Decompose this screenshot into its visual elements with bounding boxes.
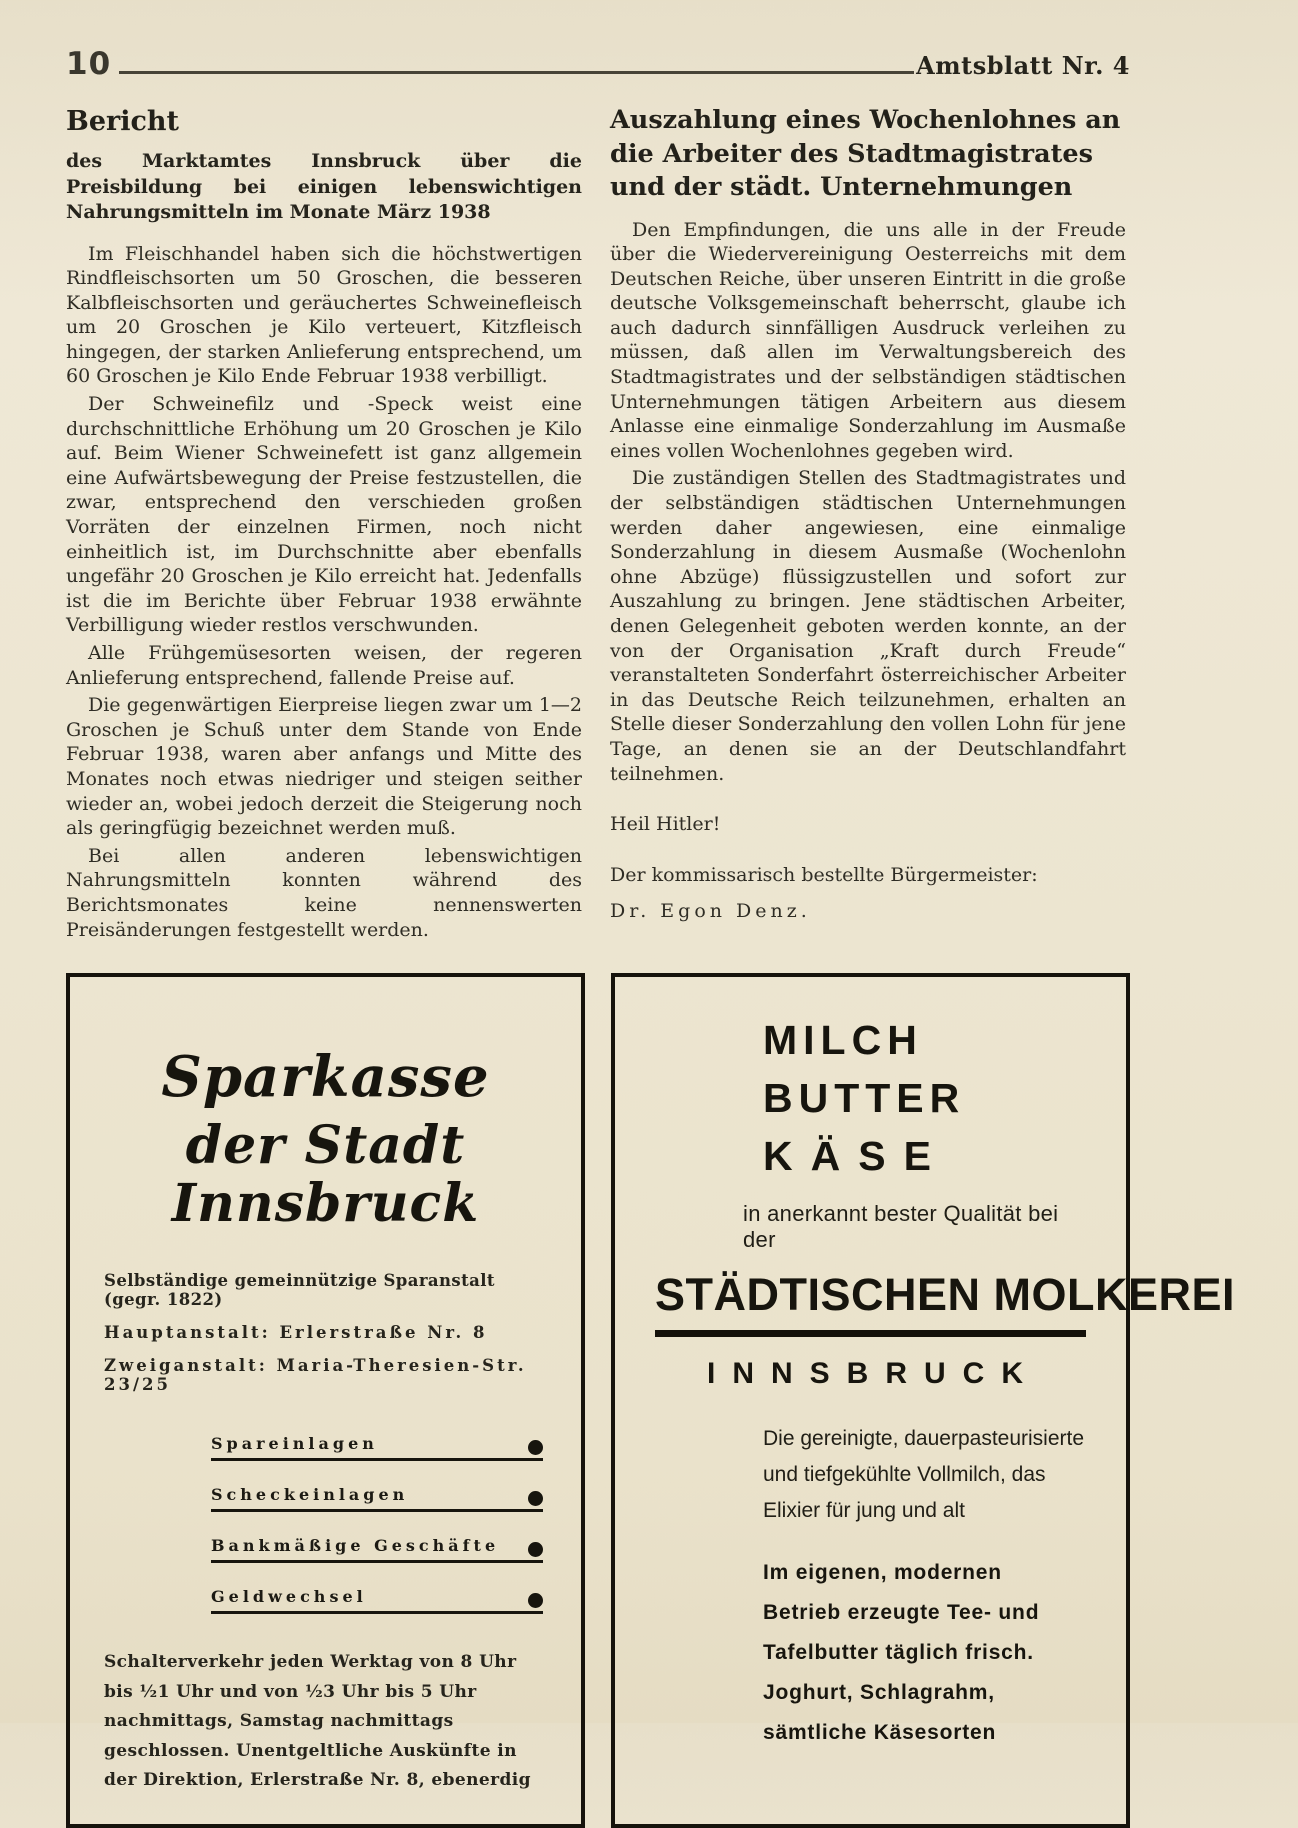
sparkasse-subtitle: Selbständige gemeinnützige Sparanstalt (gegr. 1822) (104, 1271, 495, 1310)
sparkasse-service-list (211, 1434, 543, 1614)
product-milch: MILCH (763, 1017, 923, 1064)
molkerei-name: STÄDTISCHEN MOLKEREI (655, 1269, 1086, 1337)
molkerei-body-butter: Im eigenen, modernen Betrieb erzeugte Tee- und Tafelbutter täglich frisch. Joghurt, Schlagrahm, sämtliche Käsesorten (763, 1561, 1040, 1745)
service-label: Bankmäßige Geschäfte (211, 1536, 500, 1556)
ad-molkerei (611, 973, 1236, 1828)
advertisement-row (66, 973, 1236, 1828)
signature-name: Dr. Egon Denz. (610, 900, 811, 923)
left-article (66, 104, 582, 945)
paragraph: Im Fleischhandel haben sich die höchstwertigen Rindfleischsorten um 50 Groschen, die besseren Kalbfleischsorten und geräuchertes Schweinefleisch um 20 Groschen je Kilo verteuert, Kitzfleisch hingegen, der starken Anlieferung entsprechend, um 60 Groschen je Kilo Ende Februar 1938 verbilligt. (66, 242, 582, 388)
closing-salute: Heil Hitler! (610, 813, 721, 836)
sparkasse-title-line2: der Stadt Innsbruck (171, 1115, 480, 1235)
service-item (211, 1434, 543, 1461)
ad-sparkasse (66, 973, 585, 1828)
sparkasse-title-line1: Sparkasse (161, 1044, 490, 1111)
paragraph: Der Schweinefilz und -Speck weist eine durchschnittliche Erhöhung um 20 Groschen je Kilo auf. Beim Wiener Schweinefett ist ganz allgemein eine Aufwärtsbewegung der Preise festzustellen, die zwar, entsprechend den verschieden großen Vorräten der einzelnen Firmen, noch nicht einheitlich ist, im Durchschnitte aber ebenfalls ungefähr 20 Groschen je Kilo erreicht hat. Jedenfalls ist die im Berichte über Februar 1938 erwähnte Verbilligung wieder restlos verschwunden. (66, 393, 582, 637)
paragraph: Alle Frühgemüsesorten weisen, der regeren Anlieferung entsprechend, fallende Preise auf. (66, 642, 582, 689)
service-item (211, 1485, 543, 1512)
product-kaese: KÄSE (763, 1133, 949, 1180)
header-rule (119, 71, 914, 74)
sparkasse-address-branch: Zweiganstalt: Maria-Theresien-Str. 23/25 (104, 1356, 527, 1395)
signature-role: Der kommissarisch bestellte Bürgermeister: (610, 863, 1038, 886)
molkerei-city: INNSBRUCK (707, 1357, 1040, 1391)
paragraph: Die gegenwärtigen Eierpreise liegen zwar um 1—2 Groschen je Schuß unter dem Stande von Ende Februar 1938, waren aber anfangs und Mitte des Monates noch etwas niedriger und steigen seither wieder an, wobei jedoch derzeit die Steigerung noch als geringfügig bezeichnet werden muß. (66, 694, 582, 840)
page-header (66, 46, 1130, 82)
service-label: Spareinlagen (211, 1434, 378, 1454)
molkerei-body-milk: Die gereinigte, dauerpasteurisierte und tiefgekühlte Vollmilch, das Elixier für jung und alt (763, 1427, 1085, 1523)
page-number: 10 (66, 46, 112, 82)
paragraph: Bei allen anderen lebenswichtigen Nahrungsmitteln konnten während des Berichtsmonates keine nennenswerten Preisänderungen festgestellt werden. (66, 844, 582, 941)
paragraph: Die zuständigen Stellen des Stadtmagistrates und der selbständigen städtischen Unternehmungen werden daher angewiesen, eine einmalige Sonderzahlung in diesem Ausmaße (Wochenlohn ohne Abzüge) flüssigzustellen und sofort zur Auszahlung zu bringen. Jene städtischen Arbeiter, denen Gelegenheit geboten werden konnte, an der von der Organisation „Kraft durch Freude“ veranstalteten Sonderfahrt österreichischer Arbeiter in das Deutsche Reich teilzunehmen, erhalten an Stelle dieser Sonderzahlung den vollen Lohn für jene Tage, an denen sie an der Deutschlandfahrt teilnehmen. (610, 467, 1126, 785)
bullet-dot-icon (528, 1491, 543, 1506)
service-item (211, 1536, 543, 1563)
service-label: Scheckeinlagen (211, 1485, 409, 1505)
right-article-title: Auszahlung eines Wochenlohnes an die Arbeiter des Stadtmagistrates und der städt. Unternehmungen (610, 105, 1121, 202)
left-article-title: Bericht (66, 106, 180, 137)
right-article (610, 104, 1126, 945)
service-item (211, 1587, 543, 1614)
bullet-dot-icon (528, 1593, 543, 1608)
service-label: Geldwechsel (211, 1587, 367, 1607)
molkerei-tagline: in anerkannt bester Qualität bei der (743, 1201, 1059, 1253)
left-article-subtitle: des Marktamtes Innsbruck über die Preisbildung bei einigen lebenswichtigen Nahrungsmitteln im Monate März 1938 (66, 150, 582, 223)
bullet-dot-icon (528, 1542, 543, 1557)
sparkasse-address-main: Hauptanstalt: Erlerstraße Nr. 8 (104, 1323, 488, 1343)
paragraph: Den Empfindungen, die uns alle in der Freude über die Wiedervereinigung Oesterreichs mit dem Deutschen Reiche, über unseren Eintritt in die große deutsche Volksgemeinschaft beherrscht, glaube ich auch dadurch sinnfälligen Ausdruck verleihen zu müssen, daß allen im Verwaltungsbereich des Stadtmagistrates und der selbständigen städtischen Unternehmungen tätigen Arbeitern aus diesem Anlasse eine einmalige Sonderzahlung im Ausmaße eines vollen Wochenlohnes gegeben wird. (610, 218, 1126, 462)
sparkasse-opening-hours: Schalterverkehr jeden Werktag von 8 Uhr bis ½1 Uhr und von ½3 Uhr bis 5 Uhr nachmittags, Samstag nachmittags geschlossen. Unentgeltliche Auskünfte in der Direktion, Erlerstraße Nr. 8, ebenerdig (104, 1652, 531, 1791)
product-butter: BUTTER (763, 1075, 966, 1122)
masthead-title: Amtsblatt Nr. 4 (916, 51, 1130, 80)
bullet-dot-icon (528, 1440, 543, 1455)
article-columns (66, 104, 1130, 945)
